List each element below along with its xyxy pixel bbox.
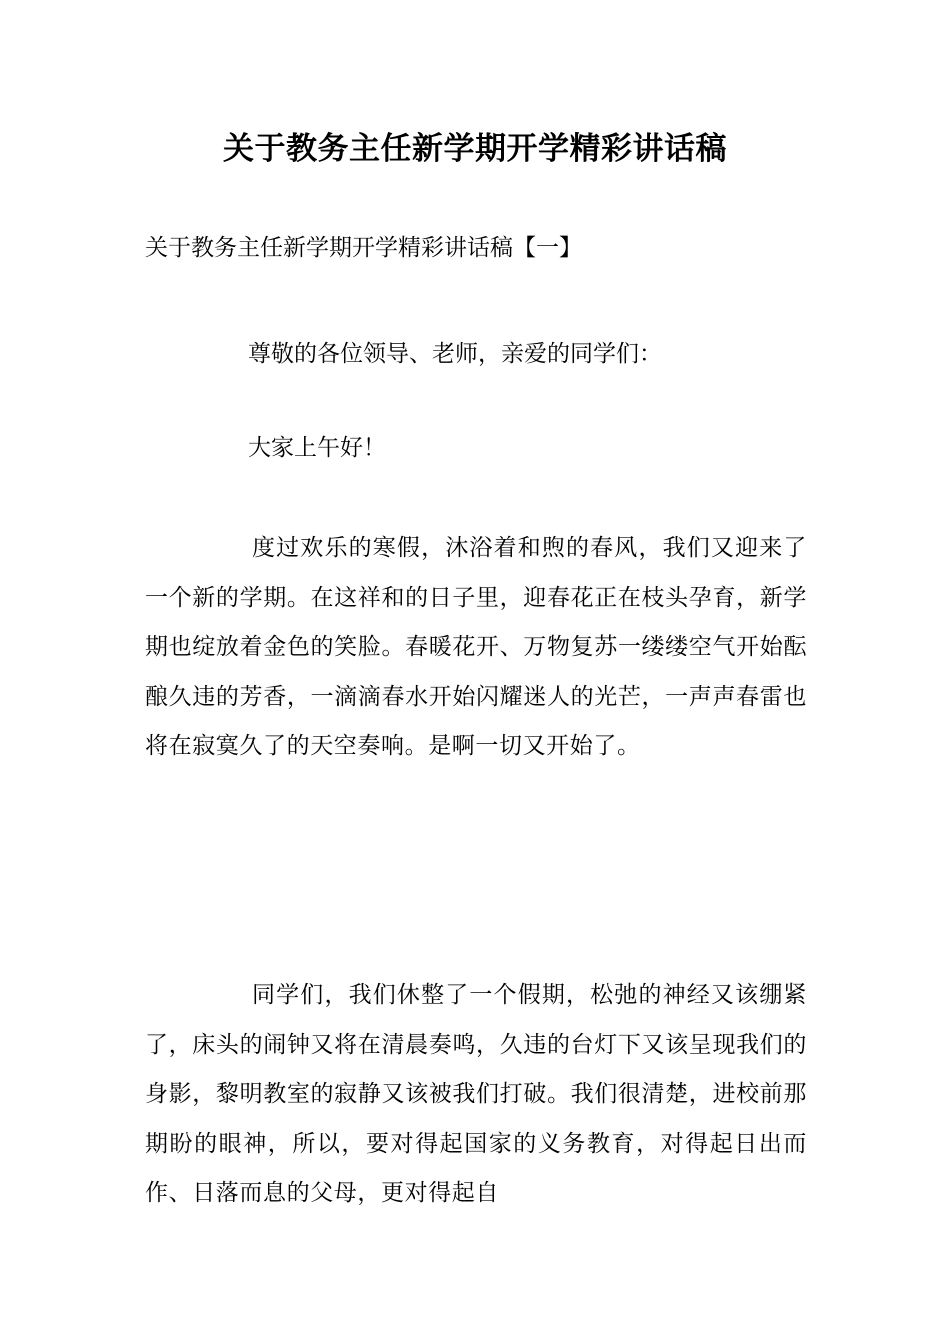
greeting-line: 大家上午好！	[248, 435, 386, 461]
section-heading: 关于教务主任新学期开学精彩讲话稿【一】	[145, 235, 582, 261]
salutation-line: 尊敬的各位领导、老师，亲爱的同学们：	[248, 341, 662, 367]
body-paragraph-1: 度过欢乐的寒假，沐浴着和煦的春风，我们又迎来了一个新的学期。在这祥和的日子里，迎春花正在枝头孕育，新学期也绽放着金色的笑脸。春暖花开、万物复苏一缕缕空气开始酝酿久违的芳香，一滴滴春水开始闪耀迷人的光芒，一声声春雷也将在寂寞久了的天空奏响。是啊一切又开始了。	[145, 535, 807, 759]
document-title: 关于教务主任新学期开学精彩讲话稿	[223, 131, 727, 167]
body-paragraph-2: 同学们，我们休整了一个假期，松弛的神经又该绷紧了，床头的闹钟又将在清晨奏鸣，久违的台灯下又该呈现我们的身影，黎明教室的寂静又该被我们打破。我们很清楚，进校前那期盼的眼神，所以，要对得起国家的义务教育，对得起日出而作、日落而息的父母，更对得起自	[145, 982, 807, 1206]
